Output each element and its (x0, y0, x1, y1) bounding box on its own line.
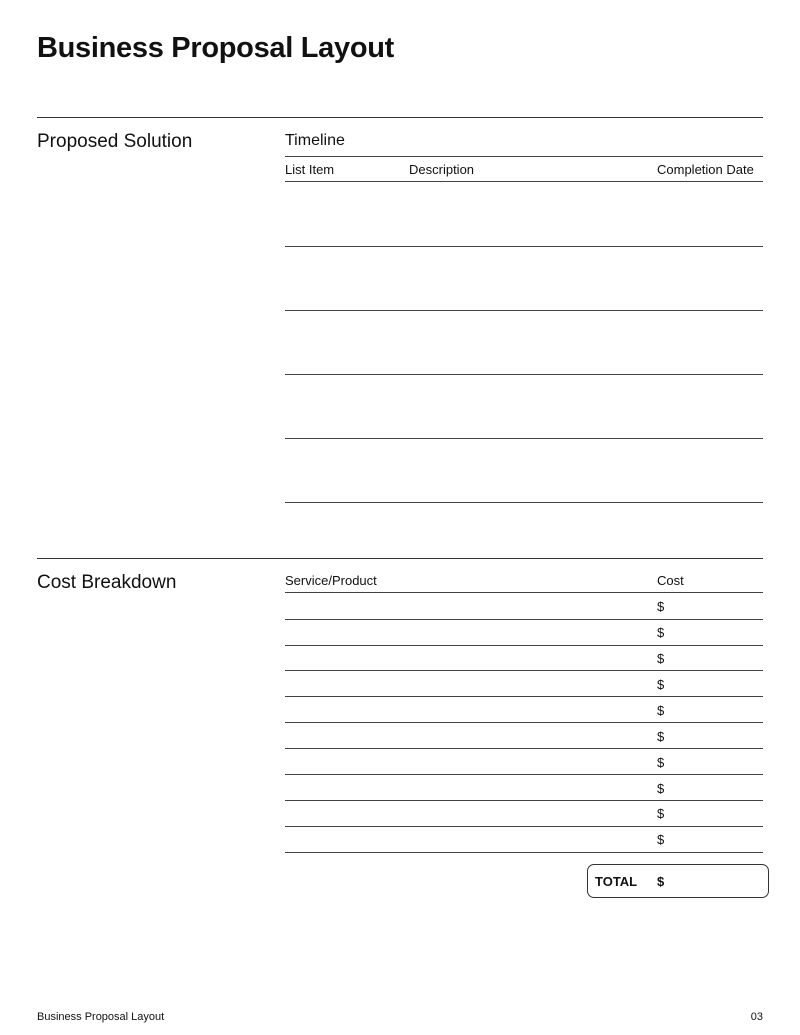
timeline-header-top-rule (285, 156, 763, 157)
cost-row-dollar: $ (657, 703, 665, 718)
footer-document-title: Business Proposal Layout (37, 1011, 165, 1023)
timeline-row-rule (285, 438, 763, 439)
cost-row-dollar: $ (657, 781, 665, 796)
section-label-proposed-solution: Proposed Solution (37, 131, 193, 152)
cost-row-rule (285, 774, 763, 775)
section-divider-cost-breakdown (37, 558, 763, 559)
total-value: $ (657, 874, 665, 889)
timeline-title: Timeline (285, 132, 345, 149)
timeline-row-rule (285, 502, 763, 503)
cost-row-rule (285, 852, 763, 853)
cost-row-rule (285, 748, 763, 749)
cost-col-cost: Cost (657, 573, 684, 588)
cost-col-service-product: Service/Product (285, 573, 377, 588)
cost-row-dollar: $ (657, 625, 665, 640)
section-label-cost-breakdown: Cost Breakdown (37, 572, 177, 593)
timeline-col-description: Description (409, 162, 475, 177)
total-label: TOTAL (595, 874, 638, 889)
cost-row-rule (285, 619, 763, 620)
cost-row-rule (285, 645, 763, 646)
page-title: Business Proposal Layout (37, 32, 394, 64)
timeline-row-rule (285, 374, 763, 375)
timeline-col-list-item: List Item (285, 162, 335, 177)
cost-row-dollar: $ (657, 755, 665, 770)
cost-header-rule (285, 592, 763, 593)
timeline-row-rule (285, 310, 763, 311)
cost-row-dollar: $ (657, 806, 665, 821)
timeline-col-completion-date: Completion Date (657, 162, 754, 177)
cost-row-rule (285, 722, 763, 723)
cost-row-dollar: $ (657, 599, 665, 614)
page-number: 03 (750, 1011, 763, 1023)
cost-row-dollar: $ (657, 832, 665, 847)
timeline-header-bottom-rule (285, 181, 763, 182)
cost-row-rule (285, 670, 763, 671)
cost-row-dollar: $ (657, 729, 665, 744)
cost-row-dollar: $ (657, 677, 665, 692)
cost-row-rule (285, 826, 763, 827)
cost-row-dollar: $ (657, 651, 665, 666)
timeline-row-rule (285, 246, 763, 247)
cost-row-rule (285, 696, 763, 697)
cost-row-rule (285, 800, 763, 801)
section-divider-proposed-solution (37, 117, 763, 118)
